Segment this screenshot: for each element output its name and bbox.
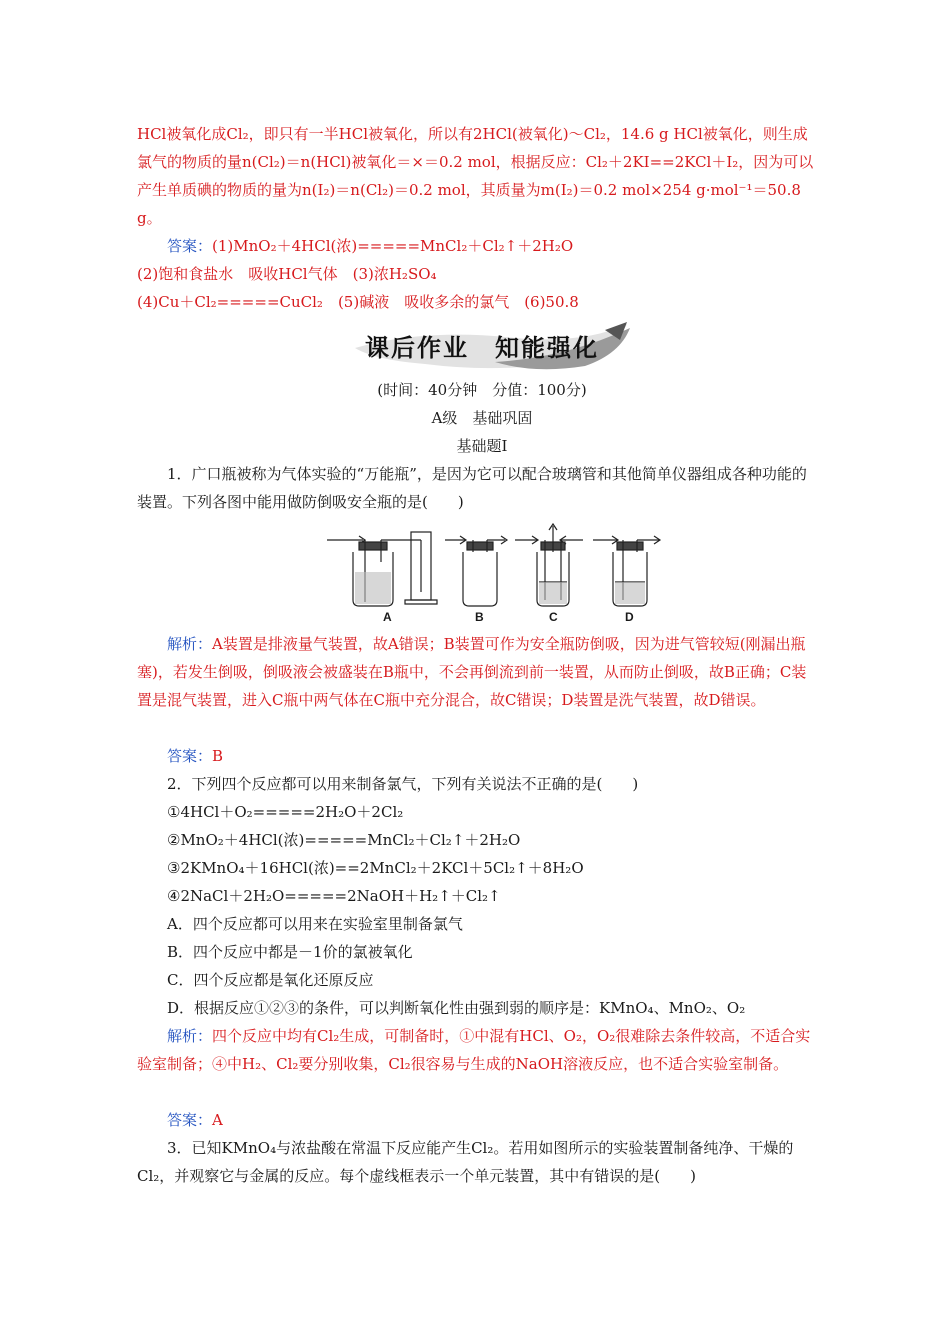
question-1-answer xyxy=(137,742,827,770)
option-c: C．四个反应都是氧化还原反应 xyxy=(167,971,374,989)
option-d: D．根据反应①②③的条件，可以判断氧化性由强到弱的顺序是：KMnO₄、MnO₂、O₂ xyxy=(167,999,746,1017)
reaction-3: ③2KMnO₄＋16HCl(浓)==2MnCl₂＋2KCl＋5Cl₂↑＋8H₂O xyxy=(167,859,584,877)
analysis-text: 四个反应中均有Cl₂生成，可制备时，①中混有HCl、O₂，O₂很难除去条件较高，不适合实验室制备；④中H₂、Cl₂要分别收集，Cl₂很容易与生成的NaOH溶液反应，也不适合实验室制备。 xyxy=(137,1027,811,1073)
time-score-line: (时间：40分钟 分值：100分) xyxy=(377,381,587,399)
reaction-4: ④2NaCl＋2H₂O=====2NaOH＋H₂↑＋Cl₂↑ xyxy=(167,887,501,905)
analysis-text: A装置是排液量气装置，故A错误；B装置可作为安全瓶防倒吸，因为进气管较短(刚漏出瓶塞)，若发生倒吸，倒吸液会被盛装在B瓶中，不会再倒流到前一装置，从而防止倒吸，故B正确；C装置是混气装置，进入C瓶中两气体在C瓶中充分混合，故C错误；D装置是洗气装置，故D错误。 xyxy=(137,635,807,709)
figure-label-a: A xyxy=(383,610,392,624)
previous-answer-line-3: (4)Cu＋Cl₂=====CuCl₂ (5)碱液 吸收多余的氯气 (6)50.8 xyxy=(137,293,579,311)
previous-question-analysis: HCl被氧化成Cl₂，即只有一半HCl被氧化，所以有2HCl(被氧化)～Cl₂，14.6 g HCl被氧化，则生成氯气的物质的量n(Cl₂)＝n(HCl)被氧化＝×＝0.2 mol，根据反应：Cl₂＋2KI==2KCl＋I₂，因为可以产生单质碘的物质的量为n(I₂)＝n(Cl₂)＝0.2 mol，其质量为m(I₂)＝0.2 mol×254 g·mol⁻¹＝50.8 g。 xyxy=(137,125,814,227)
question-2-stem: 2．下列四个反应都可以用来制备氯气，下列有关说法不正确的是( ) xyxy=(167,775,639,793)
previous-answer-line-1 xyxy=(137,232,827,260)
question-3-stem: 3．已知KMnO₄与浓盐酸在常温下反应能产生Cl₂。若用如图所示的实验装置制备纯净、干燥的Cl₂，并观察它与金属的反应。每个虚线框表示一个单元装置，其中有错误的是( ) xyxy=(137,1139,794,1185)
section-banner xyxy=(335,318,635,374)
gas-bottle-figure xyxy=(325,522,665,630)
subsection-heading: 基础题Ⅰ xyxy=(456,437,508,455)
answer-label: 答案： xyxy=(167,237,213,255)
question-1-analysis xyxy=(137,630,820,714)
previous-answer-line-2: (2)饱和食盐水 吸收HCl气体 (3)浓H₂SO₄ xyxy=(137,265,437,283)
option-a: A．四个反应都可以用来在实验室里制备氯气 xyxy=(167,915,463,933)
answer-text: (1)MnO₂＋4HCl(浓)=====MnCl₂＋Cl₂↑＋2H₂O xyxy=(212,237,574,255)
question-1-stem: 1．广口瓶被称为气体实验的“万能瓶”，是因为它可以配合玻璃管和其他简单仪器组成各种功能的装置。下列各图中能用做防倒吸安全瓶的是( ) xyxy=(137,465,807,511)
reaction-1: ①4HCl＋O₂=====2H₂O＋2Cl₂ xyxy=(167,803,404,821)
gas-bottle-apparatus-diagram xyxy=(325,522,665,630)
analysis-label: 解析： xyxy=(167,635,213,653)
option-b: B．四个反应中都是－1价的氯被氧化 xyxy=(167,943,413,961)
figure-label-b: B xyxy=(475,610,484,624)
analysis-label: 解析： xyxy=(167,1027,213,1045)
figure-label-d: D xyxy=(625,610,634,624)
figure-label-c: C xyxy=(549,610,558,624)
question-2-analysis xyxy=(137,1022,820,1078)
section-title: 课后作业 知能强化 xyxy=(365,334,599,362)
answer-label: 答案： xyxy=(167,747,213,765)
answer-value: B xyxy=(212,747,224,765)
reaction-2: ②MnO₂＋4HCl(浓)=====MnCl₂＋Cl₂↑＋2H₂O xyxy=(167,831,521,849)
question-2-answer xyxy=(137,1106,827,1134)
level-heading: A级 基础巩固 xyxy=(431,409,533,427)
answer-label: 答案： xyxy=(167,1111,213,1129)
answer-value: A xyxy=(212,1111,223,1129)
